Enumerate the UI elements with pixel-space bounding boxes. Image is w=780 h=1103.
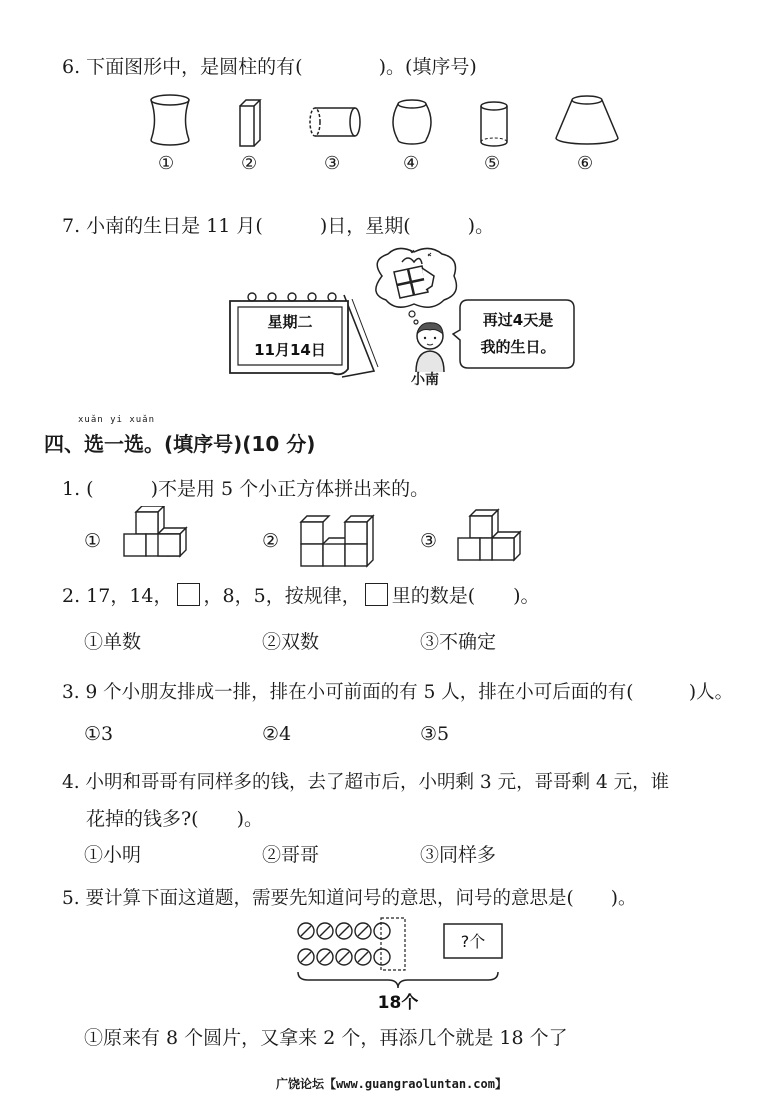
calendar-weekday: 星期二 [267,313,313,331]
chip-slash [320,926,330,936]
s4q3-text: 3. 9 个小朋友排成一排，排在小可前面的有 5 人，排在小可后面的有( )人。 [62,682,734,703]
q6-shape-6-icon [552,92,622,148]
speech-line-2: 我的生日。 [480,338,556,356]
s4q1-text: 1. ( )不是用 5 个小正方体拼出来的。 [62,478,430,500]
q6-text: 6. 下面图形中，是圆柱的有( )。(填序号) [62,56,477,78]
gift-thought-bubble-icon [362,246,466,326]
s4q3-option-1: ①3 [84,723,114,745]
q6-label-6: ⑥ [577,153,594,174]
chip-slash [320,952,330,962]
s4q2-option-1: ①单数 [84,631,142,653]
s4q4-option-3: ③同样多 [420,844,497,866]
s4q2-option-3: ③不确定 [420,631,497,653]
cube-figure-3-icon [456,506,526,570]
kid-xiaonan-icon [408,320,452,372]
s4q4-line2: 花掉的钱多?( )。 [86,808,264,830]
kid-name-label: 小南 [411,372,439,388]
calendar-icon [224,287,384,383]
s4q1-label-1: ① [84,530,102,552]
total-label: 18个 [377,993,419,1013]
s4q4-option-2: ②哥哥 [262,844,320,866]
q6-label-1: ① [158,153,175,174]
q6-label-3: ③ [324,153,341,174]
chip-slash [339,926,349,936]
s4q2-part1: 2. 17，14， [62,585,173,607]
chip-slash [358,952,368,962]
chip-circle [374,949,390,965]
question-box-text: ?个 [460,932,486,951]
s4q2-part2: ，8，5，按规律， [203,585,361,607]
section4-title: 四、选一选。(填序号)(10 分) [44,432,316,456]
s4q3-option-2: ②4 [262,723,292,745]
s4q5-option-1: ①原来有 8 个圆片，又拿来 2 个，再添几个就是 18 个了 [84,1027,568,1049]
blank-box-1 [177,583,200,606]
s4q2-option-2: ②双数 [262,631,320,653]
q6-label-4: ④ [403,153,420,174]
blank-box-2 [365,583,388,606]
chip-circle [374,923,390,939]
chip-slash [301,952,311,962]
q6-shape-1-icon [145,92,195,148]
speech-bubble [452,296,578,372]
s4q4-option-1: ①小明 [84,844,142,866]
q6-label-2: ② [241,153,258,174]
speech-line-1: 再过4天是 [482,311,554,329]
s4q1-label-3: ③ [420,530,438,552]
s4q3-option-3: ③5 [420,723,450,745]
s4q1-label-2: ② [262,530,280,552]
cube-figure-2-icon [297,506,381,570]
chip-slash [301,926,311,936]
section4-pinyin: xuǎn yi xuǎn [78,415,156,425]
s4q2-part3: 里的数是( )。 [391,585,540,607]
q6-label-5: ⑤ [484,153,501,174]
q6-shape-3-icon [307,104,363,140]
s4q5-text: 5. 要计算下面这道题，需要先知道问号的意思，问号的意思是( )。 [62,888,637,909]
calendar-date: 11月14日 [254,341,326,359]
circle-chips-figure [294,914,514,1018]
q7-text: 7. 小南的生日是 11 月( )日，星期( )。 [62,215,495,237]
chip-slash [339,952,349,962]
q6-shape-5-icon [476,98,512,150]
chip-slash [358,926,368,936]
q6-shape-2-icon [236,98,266,150]
footer-text: 广饶论坛【www.guangraoluntan.com】 [276,1077,507,1091]
q6-shape-4-icon [386,96,438,148]
s4q4-line1: 4. 小明和哥哥有同样多的钱，去了超市后，小明剩 3 元，哥哥剩 4 元，谁 [62,772,670,793]
s4q2-text [62,583,540,609]
cube-figure-1-icon [122,506,192,570]
